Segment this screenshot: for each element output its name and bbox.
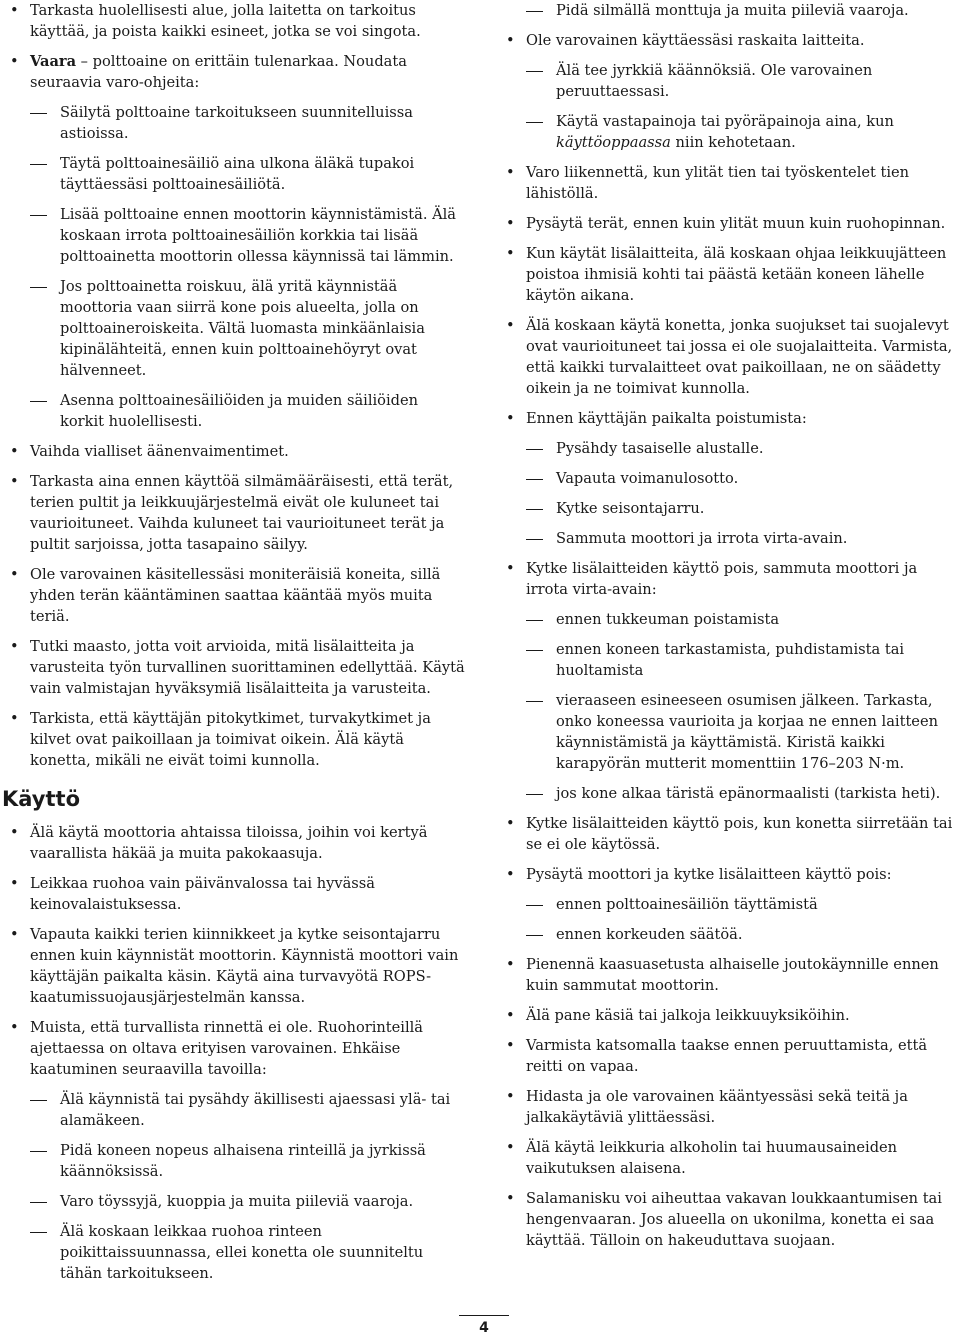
- dash-list-item: [6, 204, 466, 267]
- dash-list-item: [502, 60, 957, 102]
- bullet-list-item: [502, 558, 957, 600]
- bullet-list-item: [502, 1137, 957, 1179]
- item-text: Sammuta moottori ja irrota virta-avain.: [556, 530, 848, 547]
- dash-list-item: [6, 1191, 466, 1212]
- item-text: Kytke lisälaitteiden käyttö pois, kun konetta siirretään tai se ei ole käytössä.: [526, 815, 953, 853]
- bullet-list-item: [6, 441, 466, 462]
- item-text: Jos polttoainetta roiskuu, älä yritä käynnistää moottoria vaan siirrä kone pois alueelta, jolla on polttoaineroiskeita. Vältä luomasta minkäänlaisia kipinälähteitä, ennen kuin polttoainehöyryt ovat hälvenneet.: [60, 278, 425, 379]
- item-text: Pienennä kaasuasetusta alhaiselle joutokäynnille ennen kuin sammutat moottorin.: [526, 956, 939, 994]
- page-number: 4: [459, 1315, 509, 1339]
- item-text: Tarkasta aina ennen käyttöä silmämääräisesti, että terät, terien pultit ja leikkuujärjestelmä eivät ole kuluneet tai vaurioituneet. Vaihda kuluneet tai vaurioituneet terät ja pultit sarjoissa, jotta tasapaino säilyy.: [30, 473, 454, 553]
- item-text: Tarkista, että käyttäjän pitokytkimet, turvakytkimet ja kilvet ovat paikoillaan ja toimivat oikein. Älä käytä konetta, mikäli ne eivät toimi kunnolla.: [30, 710, 431, 769]
- bullet-list-item: [502, 408, 957, 429]
- dash-list-item: [6, 153, 466, 195]
- item-text: Vapauta voimanulosotto.: [556, 470, 739, 487]
- bullet-list-item: [502, 813, 957, 855]
- dash-list-item: [6, 1089, 466, 1131]
- bullet-list-item: [502, 162, 957, 204]
- dash-list-item: [502, 894, 957, 915]
- bullet-list-item: [502, 1005, 957, 1026]
- bullet-list-item: [502, 1035, 957, 1077]
- item-text: Täytä polttoainesäiliö aina ulkona äläkä tupakoi täyttäessäsi polttoainesäiliötä.: [60, 155, 415, 193]
- dash-list-item: [502, 438, 957, 459]
- item-text: Salamanisku voi aiheuttaa vakavan loukkaantumisen tai hengenvaaran. Jos alueella on ukonilma, konetta ei saa käyttää. Tälloin on hakeuduttava suojaan.: [526, 1190, 942, 1249]
- dash-list-item: [502, 111, 957, 153]
- dash-list-item: [6, 102, 466, 144]
- item-text: Hidasta ja ole varovainen kääntyessäsi sekä teitä ja jalkakäytäviä ylittäessäsi.: [526, 1088, 908, 1126]
- bullet-list-item: [6, 636, 466, 699]
- bullet-list-item: [502, 213, 957, 234]
- item-text: Vaihda vialliset äänenvaimentimet.: [30, 443, 289, 460]
- item-text-tail: niin kehotetaan.: [670, 134, 796, 151]
- bullet-list-item: [502, 1086, 957, 1128]
- item-text: Älä koskaan leikkaa ruohoa rinteen poikittaissuunnassa, ellei konetta ole suunniteltu tähän tarkoitukseen.: [60, 1223, 424, 1282]
- bold-lead: Vaara: [30, 53, 77, 70]
- bullet-list-item: [6, 0, 466, 42]
- item-italic: käyttöoppaassa: [556, 134, 671, 151]
- item-text: Asenna polttoainesäiliöiden ja muiden säiliöiden korkit huolellisesti.: [60, 392, 418, 430]
- item-text: Vapauta kaikki terien kiinnikkeet ja kytke seisontajarru ennen kuin käynnistät moottorin. Käynnistä moottori vain käyttäjän paikalta käsin. Käytä aina turvavyötä ROPS-kaatumissuojausjärjestelmän kanssa.: [30, 926, 459, 1006]
- dash-list-item: [502, 498, 957, 519]
- dash-list-item: [6, 1140, 466, 1182]
- item-text: Kytke lisälaitteiden käyttö pois, sammuta moottori ja irrota virta-avain:: [526, 560, 918, 598]
- item-text: Varo töyssyjä, kuoppia ja muita piileviä vaaroja.: [60, 1193, 414, 1210]
- bullet-list-item: [6, 708, 466, 771]
- item-text: ennen koneen tarkastamista, puhdistamista tai huoltamista: [556, 641, 905, 679]
- item-text: – polttoaine on erittäin tulenarkaa. Noudata seuraavia varo-ohjeita:: [30, 53, 407, 91]
- item-text: Älä tee jyrkkiä käännöksiä. Ole varovainen peruuttaessasi.: [556, 62, 873, 100]
- item-text: Ole varovainen käyttäessäsi raskaita laitteita.: [526, 32, 865, 49]
- bullet-list-item: [502, 243, 957, 306]
- bullet-list-item: [6, 471, 466, 555]
- item-text: Leikkaa ruohoa vain päivänvalossa tai hyvässä keinovalaistuksessa.: [30, 875, 375, 913]
- item-text: Tarkasta huolellisesti alue, jolla laitetta on tarkoitus käyttää, ja poista kaikki esineet, jotka se voi singota.: [30, 2, 421, 40]
- bullet-list-item: [6, 822, 466, 864]
- bullet-list-item: [502, 30, 957, 51]
- bullet-list-item: [502, 315, 957, 399]
- dash-list-item: [502, 468, 957, 489]
- dash-list-item: [502, 924, 957, 945]
- dash-list-item: [502, 0, 957, 21]
- bullet-list-item: [6, 51, 466, 93]
- dash-list-item: [502, 783, 957, 804]
- right-list: [502, 0, 957, 1251]
- item-text: ennen polttoainesäiliön täyttämistä: [556, 896, 818, 913]
- item-text: Älä pane käsiä tai jalkoja leikkuuyksiköihin.: [526, 1007, 850, 1024]
- left-top-list: [6, 0, 466, 771]
- dash-list-item: [502, 690, 957, 774]
- dash-list-item: [6, 1221, 466, 1284]
- item-text: Kun käytät lisälaitteita, älä koskaan ohjaa leikkuujätteen poistoa ihmisiä kohti tai päästä ketään koneen lähelle käytön aikana.: [526, 245, 947, 304]
- bullet-list-item: [502, 1188, 957, 1251]
- item-text: jos kone alkaa täristä epänormaalisti (tarkista heti).: [556, 785, 941, 802]
- item-text: Kytke seisontajarru.: [556, 500, 705, 517]
- section-heading: Käyttö: [2, 787, 80, 811]
- item-text: Pysäytä terät, ennen kuin ylität muun kuin ruohopinnan.: [526, 215, 946, 232]
- bullet-list-item: [6, 1017, 466, 1080]
- item-text: Pidä silmällä monttuja ja muita piileviä vaaroja.: [556, 2, 909, 19]
- item-text: Lisää polttoaine ennen moottorin käynnistämistä. Älä koskaan irrota polttoainesäiliön korkkia tai lisää polttoainetta moottorin ollessa käynnissä tai lämmin.: [60, 206, 457, 265]
- item-text: vieraaseen esineeseen osumisen jälkeen. Tarkasta, onko koneessa vaurioita ja korjaa ne ennen laitteen käynnistämistä ja käyttämistä. Kiristä kaikki karapyörän mutterit momenttiin 176–203 N·m.: [556, 692, 938, 772]
- right-column: [502, 0, 957, 1260]
- left-column: [2, 0, 466, 1293]
- dash-list-item: [502, 528, 957, 549]
- item-text: Varmista katsomalla taakse ennen peruuttamista, että reitti on vapaa.: [526, 1037, 928, 1075]
- item-text: Pysäytä moottori ja kytke lisälaitteen käyttö pois:: [526, 866, 892, 883]
- left-bottom-list: [6, 822, 466, 1284]
- item-text: Säilytä polttoaine tarkoitukseen suunnitelluissa astioissa.: [60, 104, 413, 142]
- item-text: ennen tukkeuman poistamista: [556, 611, 780, 628]
- item-text: Älä käytä leikkuria alkoholin tai huumausaineiden vaikutuksen alaisena.: [526, 1139, 898, 1177]
- item-text: Käytä vastapainoja tai pyöräpainoja aina, kun: [556, 113, 894, 130]
- bullet-list-item: [502, 954, 957, 996]
- dash-list-item: [6, 276, 466, 381]
- bullet-list-item: [6, 924, 466, 1008]
- item-text: Älä käynnistä tai pysähdy äkillisesti ajaessasi ylä- tai alamäkeen.: [60, 1091, 451, 1129]
- bullet-list-item: [6, 564, 466, 627]
- item-text: Pysähdy tasaiselle alustalle.: [556, 440, 764, 457]
- dash-list-item: [502, 609, 957, 630]
- item-text: Ennen käyttäjän paikalta poistumista:: [526, 410, 807, 427]
- item-text: Varo liikennettä, kun ylität tien tai työskentelet tien lähistöllä.: [526, 164, 910, 202]
- item-text: Älä käytä moottoria ahtaissa tiloissa, joihin voi kertyä vaarallista häkää ja muita pakokaasuja.: [30, 824, 428, 862]
- item-text: ennen korkeuden säätöä.: [556, 926, 743, 943]
- item-text: Älä koskaan käytä konetta, jonka suojukset tai suojalevyt ovat vaurioituneet tai jossa ei ole suojalaitteita. Varmista, että kaikki turvalaitteet ovat paikoillaan, ne on säädetty oikein ja ne toimivat kunnolla.: [526, 317, 953, 397]
- item-text: Tutki maasto, jotta voit arvioida, mitä lisälaitteita ja varusteita työn turvallinen suorittaminen edellyttää. Käytä vain valmistajan hyväksymiä lisälaitteita ja varusteita.: [30, 638, 465, 697]
- dash-list-item: [502, 639, 957, 681]
- item-text: Pidä koneen nopeus alhaisena rinteillä ja jyrkissä käännöksissä.: [60, 1142, 426, 1180]
- item-text: Ole varovainen käsitellessäsi moniteräisiä koneita, sillä yhden terän kääntäminen saattaa kääntää myös muita teriä.: [30, 566, 441, 625]
- dash-list-item: [6, 390, 466, 432]
- item-text: Muista, että turvallista rinnettä ei ole. Ruohorinteillä ajettaessa on oltava erityisen varovainen. Ehkäise kaatuminen seuraavilla tavoilla:: [30, 1019, 423, 1078]
- bullet-list-item: [502, 864, 957, 885]
- bullet-list-item: [6, 873, 466, 915]
